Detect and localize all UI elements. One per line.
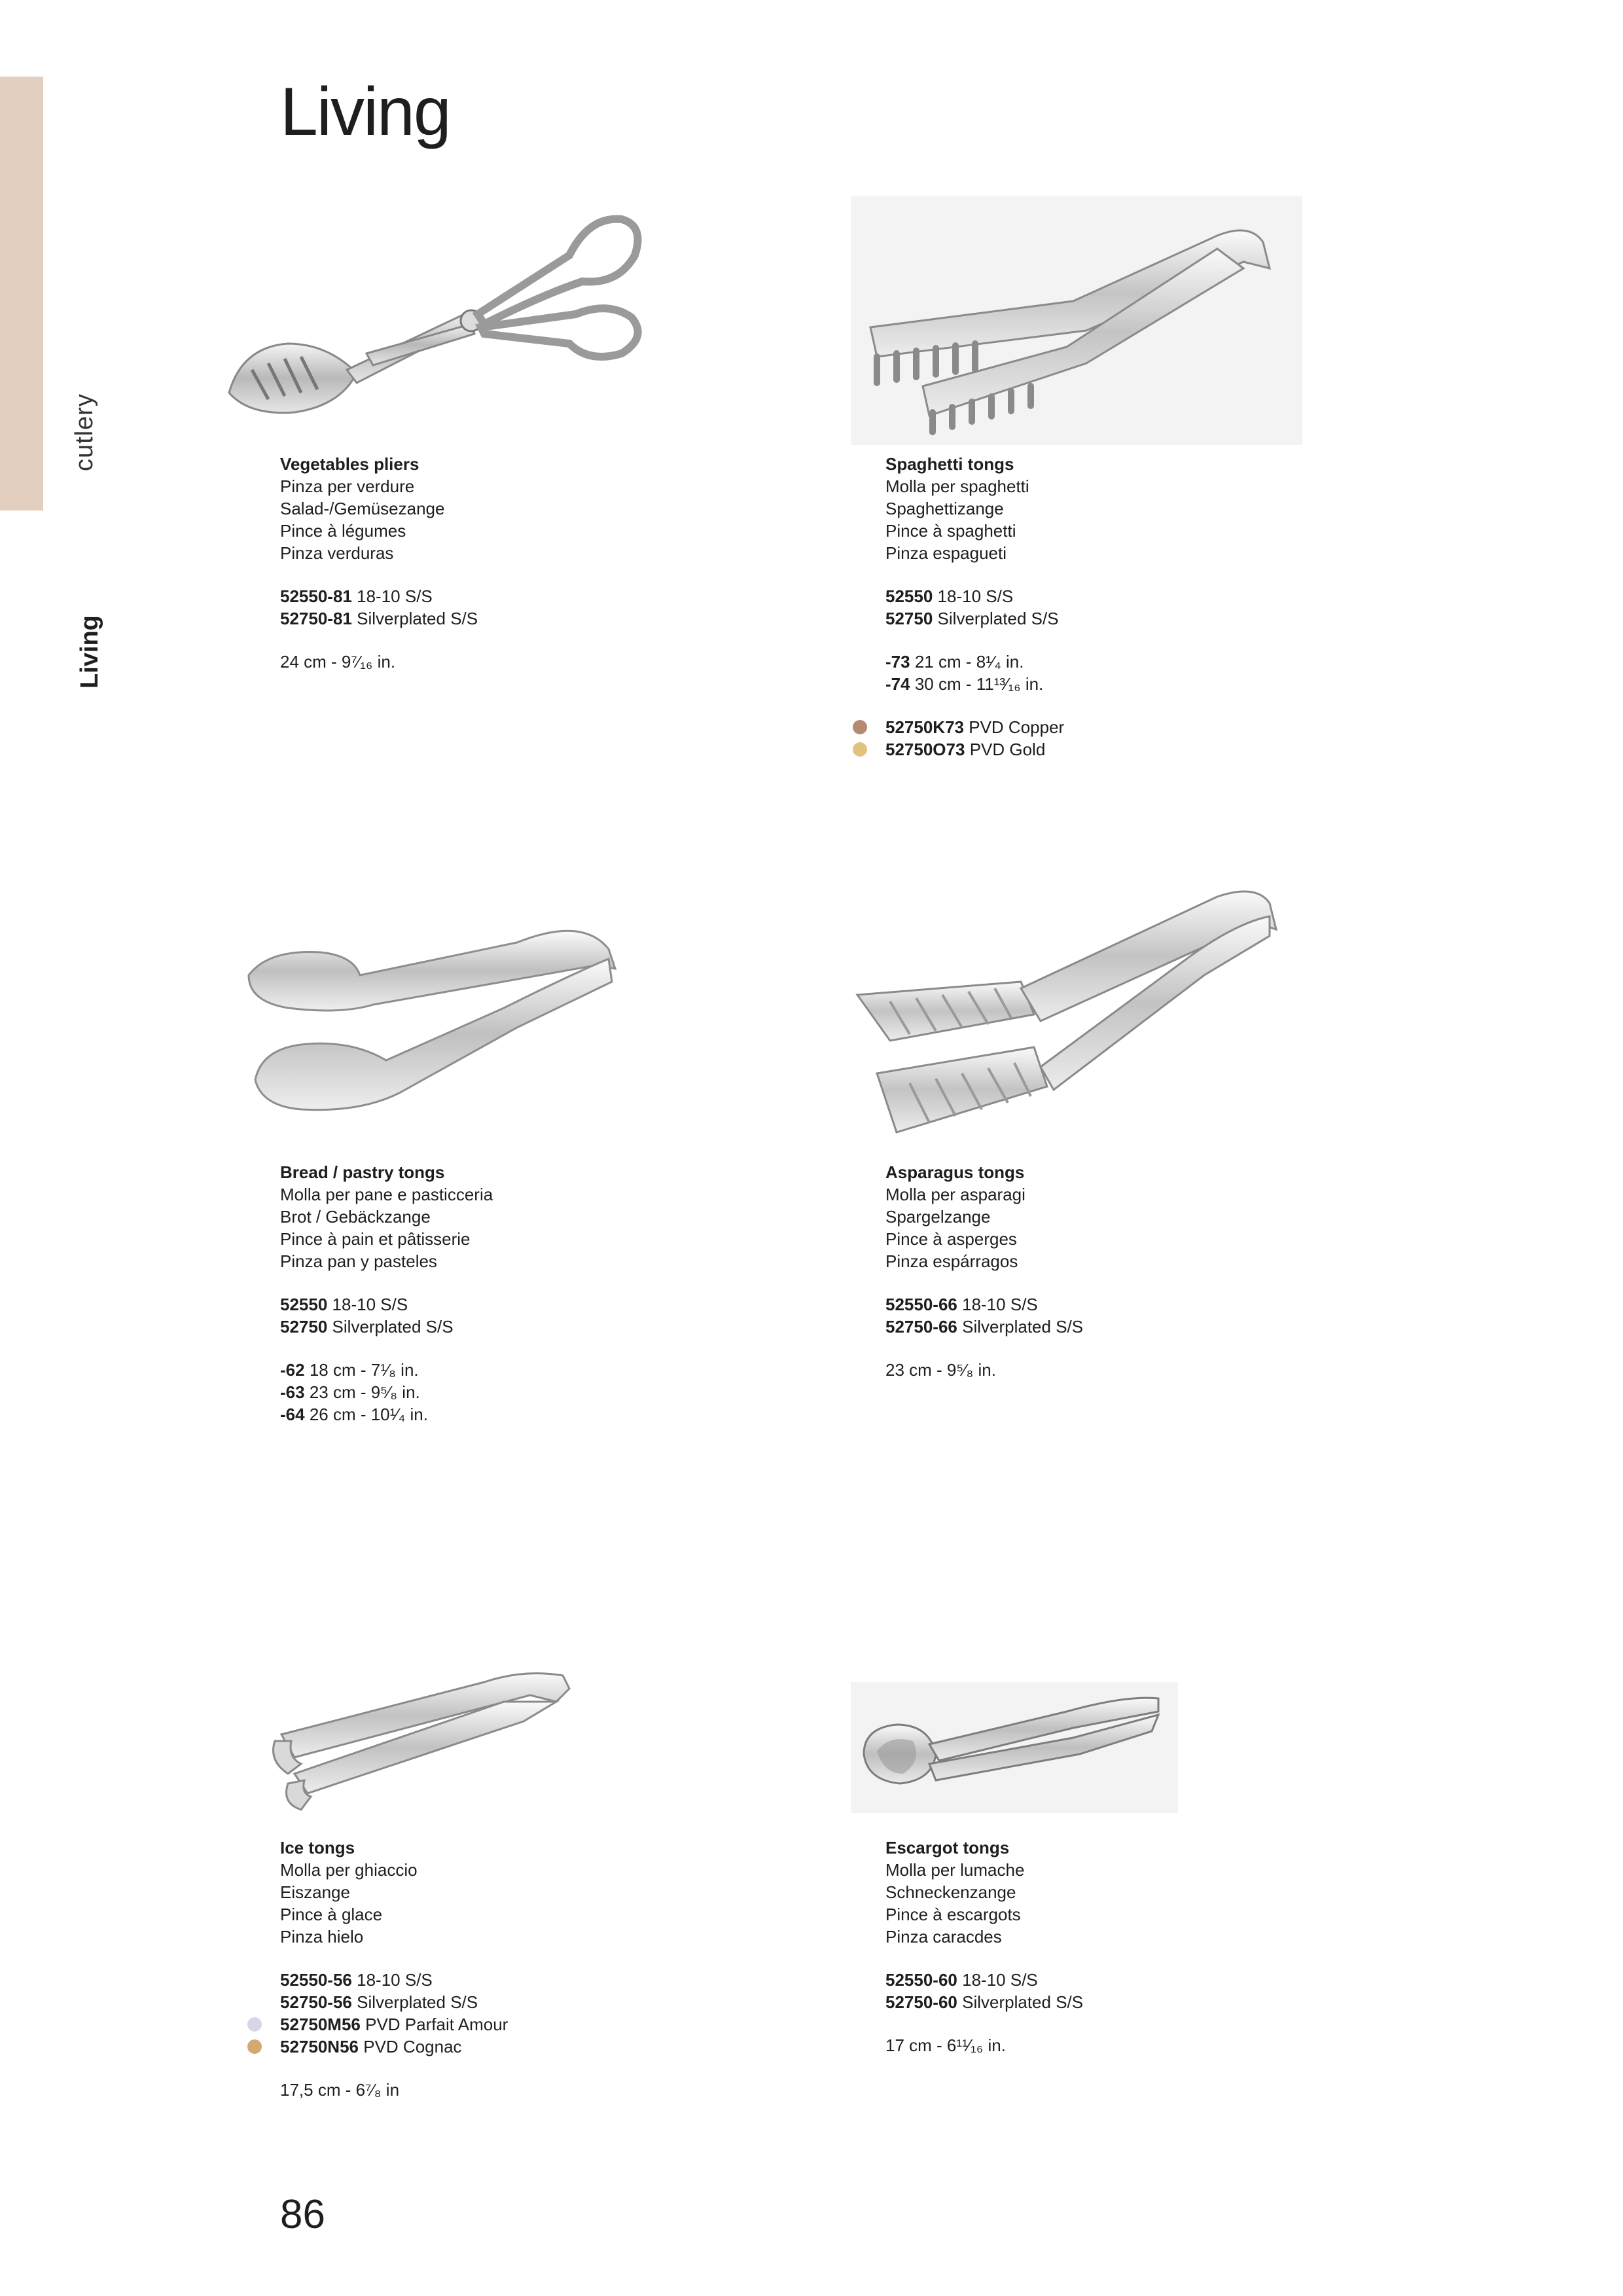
- size-line: 24 cm - 9⁷⁄₁₆ in.: [280, 652, 396, 672]
- product-name-fr: Pince à escargots: [885, 1905, 1021, 1924]
- code-description: 18-10 S/S: [357, 586, 433, 606]
- product-code: 52750M56: [280, 2015, 361, 2034]
- product-name-de: Salad-/Gemüsezange: [280, 499, 445, 518]
- product-name-fr: Pince à spaghetti: [885, 521, 1016, 541]
- vegetables-pliers-icon: [216, 196, 661, 432]
- product-code: 52750-56: [280, 1992, 352, 2012]
- product-name-fr: Pince à glace: [280, 1905, 383, 1924]
- size-code: -64: [280, 1405, 305, 1424]
- side-category-label: cutlery: [71, 393, 98, 471]
- code-description: Silverplated S/S: [332, 1317, 454, 1336]
- code-description: 18-10 S/S: [332, 1295, 408, 1314]
- product-name-en: Vegetables pliers: [280, 454, 419, 474]
- code-description: Silverplated S/S: [962, 1992, 1084, 2012]
- code-line: [885, 607, 1422, 630]
- product-name-en: Asparagus tongs: [885, 1162, 1025, 1182]
- product-name-de: Schneckenzange: [885, 1882, 1016, 1902]
- product-name-fr: Pince à pain et pâtisserie: [280, 1229, 471, 1249]
- finish-description: PVD Copper: [969, 717, 1065, 737]
- code-line: [885, 1991, 1422, 2013]
- code-line: [885, 1316, 1422, 1338]
- size-description: 21 cm - 8¹⁄₄ in.: [914, 652, 1024, 672]
- code-description: 18-10 S/S: [962, 1970, 1038, 1990]
- product-code: 52550-60: [885, 1970, 957, 1990]
- finish-description: PVD Gold: [969, 740, 1046, 759]
- size-description: 23 cm - 9⁵⁄₈ in.: [309, 1382, 420, 1402]
- ice-tongs-icon: [268, 1662, 576, 1820]
- gold-swatch: [853, 742, 867, 757]
- code-line: [885, 1293, 1422, 1316]
- product-name-fr: Pince à asperges: [885, 1229, 1017, 1249]
- product-code: 52550-56: [280, 1970, 352, 1990]
- code-description: Silverplated S/S: [937, 609, 1059, 628]
- product-name-es: Pinza hielo: [280, 1927, 364, 1946]
- product-code: 52750-66: [885, 1317, 957, 1336]
- product-name-it: Molla per ghiaccio: [280, 1860, 418, 1880]
- product-code: 52550: [280, 1295, 328, 1314]
- escargot-tongs-icon: [851, 1682, 1178, 1813]
- product-escargot-tongs: [885, 1837, 1422, 2056]
- cognac-swatch: [247, 2039, 262, 2054]
- section-color-bar: [0, 77, 43, 511]
- size-code: -74: [885, 674, 910, 694]
- code-description: 18-10 S/S: [962, 1295, 1038, 1314]
- finish-line: [885, 738, 1422, 761]
- size-description: 30 cm - 11¹³⁄₁₆ in.: [914, 674, 1044, 694]
- spaghetti-tongs-icon: [851, 196, 1302, 445]
- product-name-en: Escargot tongs: [885, 1838, 1010, 1857]
- product-asparagus-tongs: [885, 1161, 1422, 1381]
- code-description: Silverplated S/S: [357, 609, 478, 628]
- product-code: 52750N56: [280, 2037, 359, 2056]
- product-name-fr: Pince à légumes: [280, 521, 406, 541]
- product-name-it: Molla per pane e pasticceria: [280, 1185, 493, 1204]
- code-line: [280, 1293, 817, 1316]
- code-description: 18-10 S/S: [937, 586, 1014, 606]
- finish-code: 52750K73: [885, 717, 964, 737]
- side-section-label: Living: [76, 615, 103, 689]
- product-name-de: Eiszange: [280, 1882, 350, 1902]
- code-description: 18-10 S/S: [357, 1970, 433, 1990]
- size-line: [885, 651, 1422, 673]
- size-line: [280, 1403, 817, 1426]
- product-code: 52750: [885, 609, 933, 628]
- product-code: 52550: [885, 586, 933, 606]
- size-code: -62: [280, 1360, 305, 1380]
- asparagus-tongs-icon: [851, 870, 1302, 1145]
- code-description: Silverplated S/S: [962, 1317, 1084, 1336]
- page-number: 86: [280, 2192, 325, 2237]
- size-line: 17 cm - 6¹¹⁄₁₆ in.: [885, 2036, 1006, 2055]
- product-code: 52750-60: [885, 1992, 957, 2012]
- product-name-it: Molla per spaghetti: [885, 476, 1029, 496]
- code-description: PVD Cognac: [363, 2037, 462, 2056]
- product-vegetables-pliers: [280, 453, 817, 673]
- product-name-it: Pinza per verdure: [280, 476, 415, 496]
- code-line: [885, 585, 1422, 607]
- product-name-de: Spargelzange: [885, 1207, 991, 1227]
- product-name-es: Pinza verduras: [280, 543, 394, 563]
- size-description: 26 cm - 10¹⁄₄ in.: [309, 1405, 428, 1424]
- size-description: 18 cm - 7¹⁄₈ in.: [309, 1360, 419, 1380]
- code-line: [280, 2036, 817, 2058]
- product-name-de: Brot / Gebäckzange: [280, 1207, 431, 1227]
- size-line: 23 cm - 9⁵⁄₈ in.: [885, 1360, 996, 1380]
- product-name-en: Bread / pastry tongs: [280, 1162, 445, 1182]
- finish-code: 52750O73: [885, 740, 965, 759]
- product-name-es: Pinza espagueti: [885, 543, 1007, 563]
- page-title: Living: [280, 74, 450, 150]
- product-code: 52750-81: [280, 609, 352, 628]
- size-line: [280, 1381, 817, 1403]
- size-line: [885, 673, 1422, 695]
- code-line: [280, 1969, 817, 1991]
- copper-swatch: [853, 720, 867, 734]
- finish-line: [885, 716, 1422, 738]
- product-name-de: Spaghettizange: [885, 499, 1004, 518]
- product-name-es: Pinza caracdes: [885, 1927, 1002, 1946]
- size-code: -73: [885, 652, 910, 672]
- product-bread-pastry-tongs: [280, 1161, 817, 1426]
- code-line: [280, 2013, 817, 2036]
- code-description: PVD Parfait Amour: [365, 2015, 508, 2034]
- code-line: [885, 1969, 1422, 1991]
- product-name-en: Spaghetti tongs: [885, 454, 1014, 474]
- bread-pastry-tongs-icon: [242, 903, 622, 1126]
- product-name-it: Molla per lumache: [885, 1860, 1025, 1880]
- code-line: [280, 607, 817, 630]
- product-code: 52550-81: [280, 586, 352, 606]
- size-code: -63: [280, 1382, 305, 1402]
- product-code: 52750: [280, 1317, 328, 1336]
- product-name-es: Pinza espárragos: [885, 1251, 1018, 1271]
- parfait-amour-swatch: [247, 2017, 262, 2032]
- size-line: 17,5 cm - 6⁷⁄₈ in: [280, 2080, 400, 2100]
- code-description: Silverplated S/S: [357, 1992, 478, 2012]
- product-spaghetti-tongs: [885, 453, 1422, 761]
- product-code: 52550-66: [885, 1295, 957, 1314]
- code-line: [280, 585, 817, 607]
- size-line: [280, 1359, 817, 1381]
- product-name-es: Pinza pan y pasteles: [280, 1251, 437, 1271]
- product-ice-tongs: [280, 1837, 817, 2101]
- product-name-en: Ice tongs: [280, 1838, 355, 1857]
- code-line: [280, 1316, 817, 1338]
- product-name-it: Molla per asparagi: [885, 1185, 1026, 1204]
- code-line: [280, 1991, 817, 2013]
